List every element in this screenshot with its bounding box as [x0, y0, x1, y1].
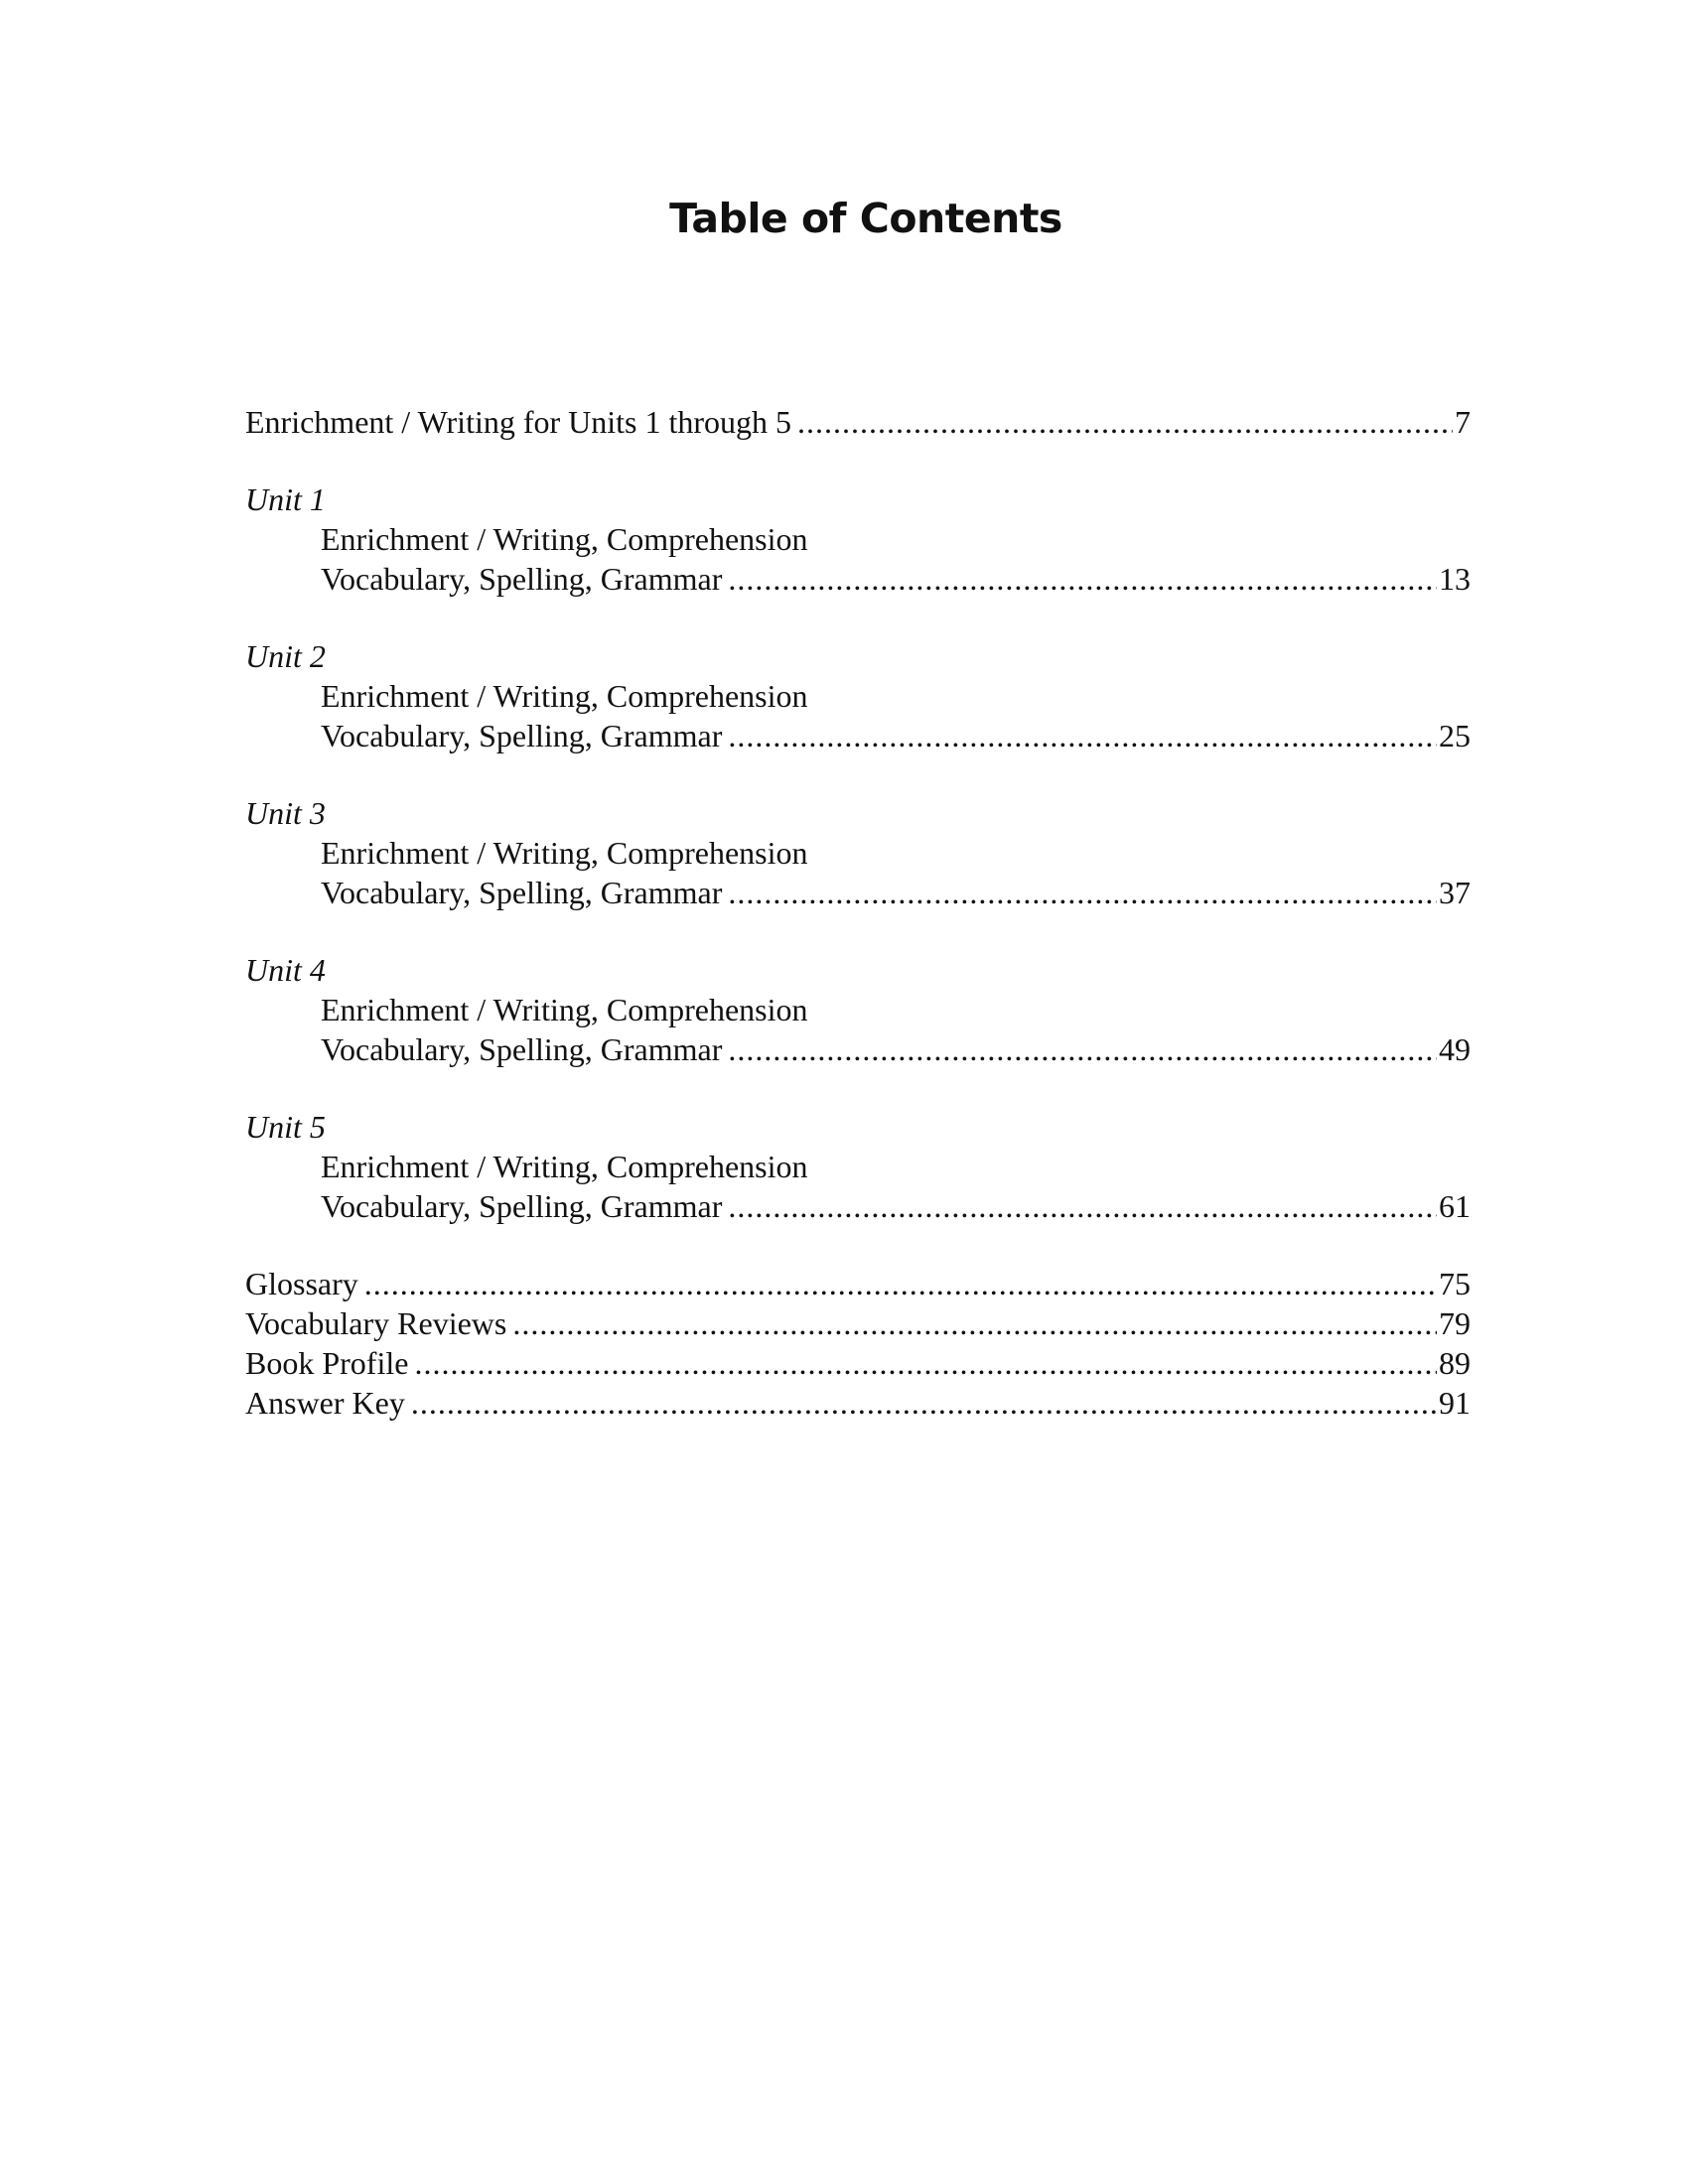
toc-entry-label: Enrichment / Writing for Units 1 through 5: [245, 404, 792, 440]
unit-topics-line: Enrichment / Writing, Comprehension: [321, 835, 808, 871]
dot-leader: [728, 1029, 1437, 1069]
dot-leader: [364, 1264, 1437, 1303]
unit-topics-line: Vocabulary, Spelling, Grammar: [321, 561, 723, 597]
unit-heading: Unit 4: [245, 952, 326, 988]
dot-leader: [512, 1303, 1437, 1343]
toc-entry-vocabulary-reviews: [245, 1303, 1471, 1343]
unit-topics-line: Enrichment / Writing, Comprehension: [321, 521, 808, 557]
toc-entry-label: Vocabulary Reviews: [245, 1305, 507, 1341]
toc-page-number: 89: [1439, 1345, 1471, 1381]
toc-unit-5: [245, 1107, 1471, 1226]
toc-unit-1: [245, 479, 1471, 599]
toc-entry-intro: [245, 402, 1471, 442]
toc-page-number: 7: [1455, 404, 1471, 440]
dot-leader: [728, 1186, 1437, 1226]
toc-entry-label: Glossary: [245, 1266, 358, 1301]
dot-leader: [728, 716, 1437, 755]
unit-heading: Unit 3: [245, 795, 326, 831]
toc-unit-2: [245, 636, 1471, 755]
dot-leader: [797, 402, 1453, 442]
dot-leader: [728, 873, 1437, 912]
toc-entry-glossary: [245, 1264, 1471, 1303]
dot-leader: [728, 559, 1437, 599]
table-of-contents: [245, 402, 1471, 1423]
toc-entry-answer-key: [245, 1383, 1471, 1423]
unit-topics-line: Vocabulary, Spelling, Grammar: [321, 718, 723, 753]
toc-page-number: 37: [1439, 875, 1471, 910]
toc-unit-3: [245, 793, 1471, 912]
toc-page-number: 49: [1439, 1031, 1471, 1067]
unit-topics-line: Enrichment / Writing, Comprehension: [321, 1149, 808, 1184]
unit-topics-line: Enrichment / Writing, Comprehension: [321, 678, 808, 714]
toc-entry-label: Book Profile: [245, 1345, 409, 1381]
toc-page-number: 79: [1439, 1305, 1471, 1341]
unit-topics-line: Vocabulary, Spelling, Grammar: [321, 1031, 723, 1067]
toc-entry-label: Answer Key: [245, 1385, 405, 1421]
toc-page-number: 61: [1439, 1188, 1471, 1224]
toc-page-number: 91: [1439, 1385, 1471, 1421]
unit-topics-line: Vocabulary, Spelling, Grammar: [321, 1188, 723, 1224]
unit-topics-line: Enrichment / Writing, Comprehension: [321, 992, 808, 1027]
unit-topics-line: Vocabulary, Spelling, Grammar: [321, 875, 723, 910]
dot-leader: [411, 1383, 1437, 1423]
unit-heading: Unit 1: [245, 481, 326, 517]
toc-entry-book-profile: [245, 1343, 1471, 1383]
dot-leader: [414, 1343, 1437, 1383]
unit-heading: Unit 5: [245, 1109, 326, 1145]
toc-unit-4: [245, 950, 1471, 1069]
unit-heading: Unit 2: [245, 638, 326, 674]
toc-page-number: 13: [1439, 561, 1471, 597]
page-title: Table of Contents: [669, 195, 1062, 242]
toc-page-number: 25: [1439, 718, 1471, 753]
toc-page-number: 75: [1439, 1266, 1471, 1301]
